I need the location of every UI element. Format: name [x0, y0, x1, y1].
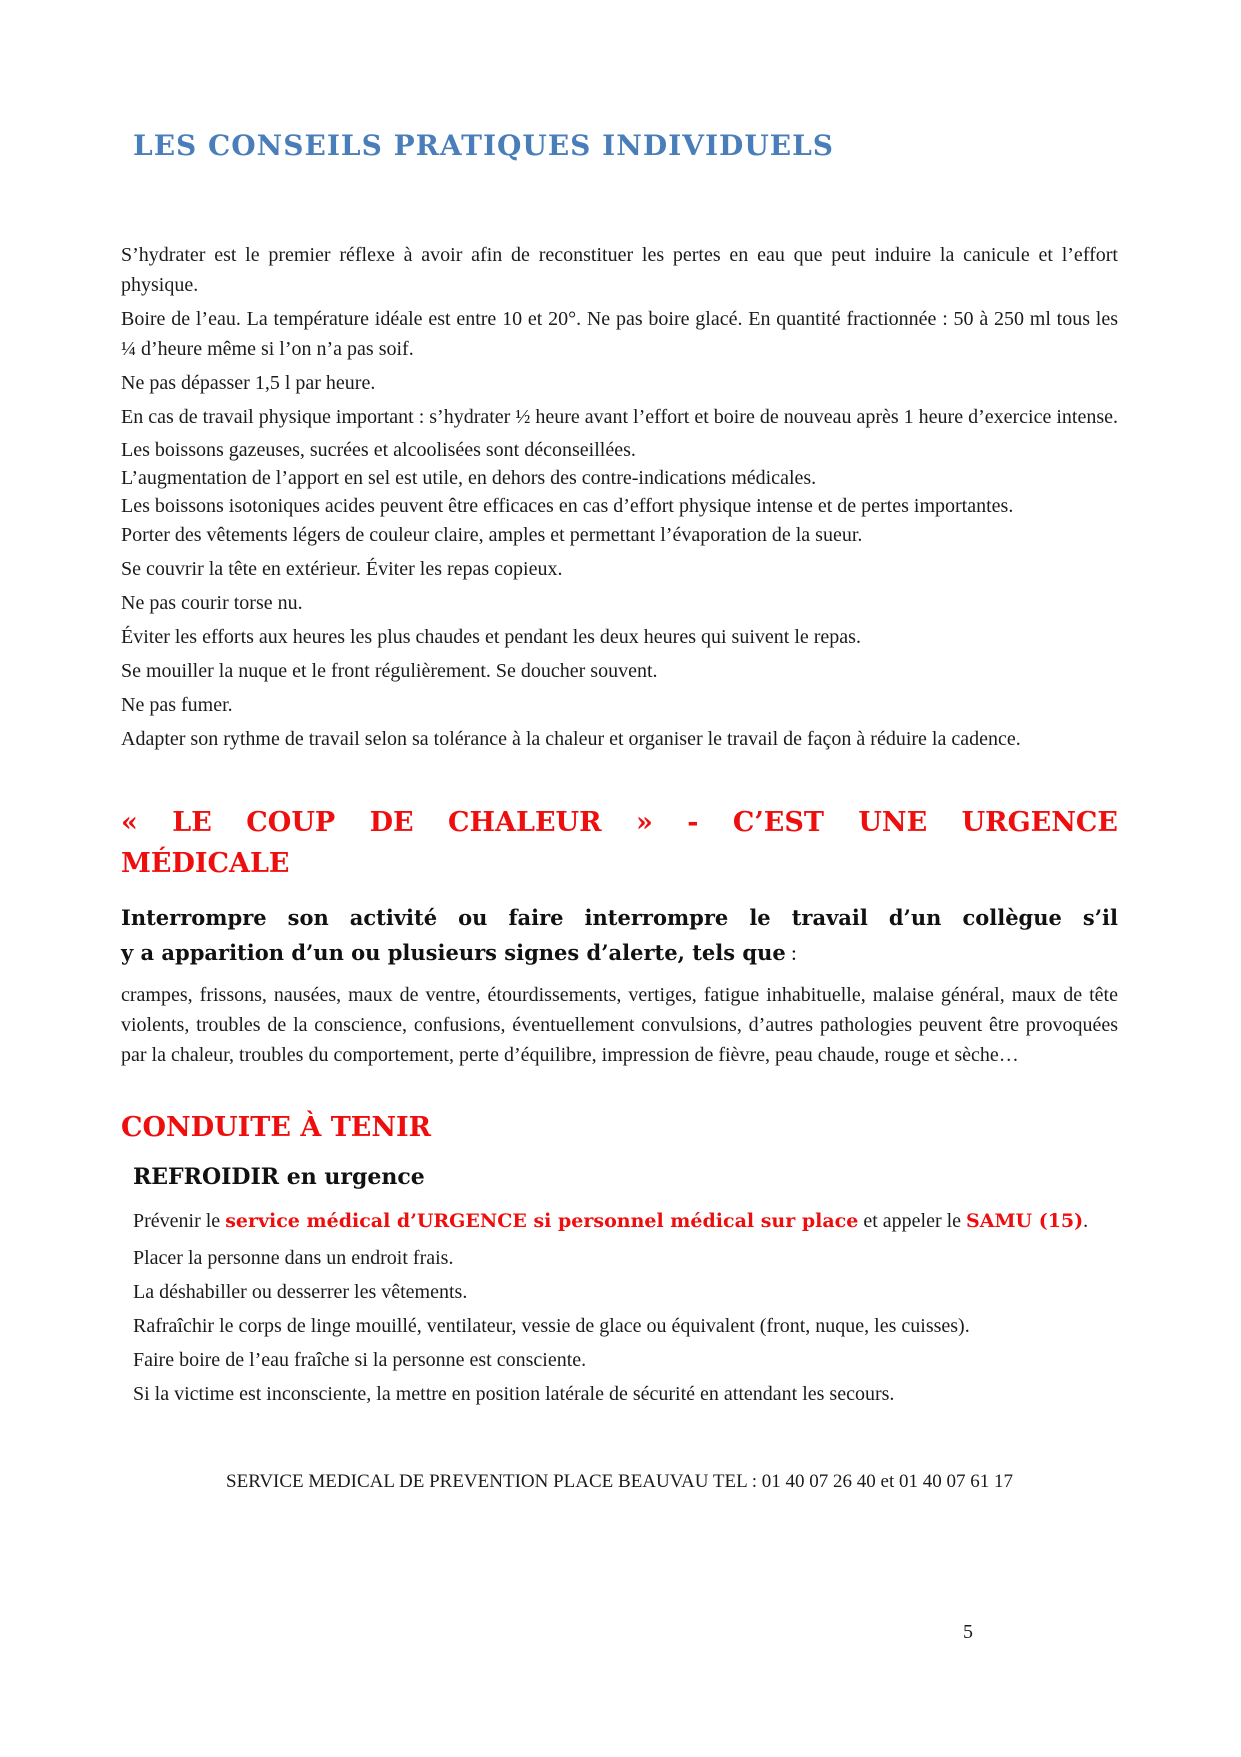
conseil-paragraph: En cas de travail physique important : s’hydrater ½ heure avant l’effort et boire de nouveau après 1 heure d’exercice intense.: [121, 406, 1119, 428]
symptoms-paragraph: crampes, frissons, nausées, maux de ventre, étourdissements, vertiges, fatigue inhabituelle, malaise général, maux de tête violents, troubles de la conscience, confusions, éventuellement convulsions, d’autres pathologies peuvent être provoquées par la chaleur, troubles du comportement, perte d’équilibre, impression de fièvre, peau chaude, rouge et sèche…: [121, 984, 1118, 1066]
conseil-paragraph: Éviter les efforts aux heures les plus chaudes et pendant les deux heures qui suivent le repas.: [121, 626, 861, 648]
alert-intro: [121, 900, 1118, 971]
conseil-paragraph: Ne pas courir torse nu.: [121, 592, 303, 614]
prevenir-line: [121, 1206, 1118, 1236]
conseil-paragraph: Les boissons gazeuses, sucrées et alcoolisées sont déconseillées.: [121, 439, 636, 461]
conseil-paragraph: Se mouiller la nuque et le front régulièrement. Se doucher souvent.: [121, 660, 658, 682]
conduite-step: Si la victime est inconsciente, la mettre en position latérale de sécurité en attendant les secours.: [133, 1383, 895, 1405]
conseil-paragraph: Porter des vêtements légers de couleur claire, amples et permettant l’évaporation de la sueur.: [121, 524, 863, 546]
prevenir-suffix: .: [1083, 1210, 1089, 1232]
conduite-step: Rafraîchir le corps de linge mouillé, ventilateur, vessie de glace ou équivalent (front, nuque, les cuisses).: [133, 1315, 970, 1337]
conseil-paragraph: Adapter son rythme de travail selon sa tolérance à la chaleur et organiser le travail de façon à réduire la cadence.: [121, 728, 1021, 750]
conduite-step: La déshabiller ou desserrer les vêtements.: [133, 1281, 468, 1303]
conduite-heading: CONDUITE À TENIR: [121, 1112, 432, 1143]
coup-de-chaleur-heading-line1: « LE COUP DE CHALEUR » - C’EST UNE URGENCE: [121, 807, 1118, 838]
conseil-paragraph: S’hydrater est le premier réflexe à avoir afin de reconstituer les pertes en eau que peut induire la canicule et l’effort physique.: [121, 244, 1118, 296]
conseil-paragraph: L’augmentation de l’apport en sel est utile, en dehors des contre-indications médicales.: [121, 467, 817, 489]
coup-de-chaleur-heading-line2: MÉDICALE: [121, 848, 290, 879]
conduite-step: Faire boire de l’eau fraîche si la personne est consciente.: [133, 1349, 587, 1371]
conseil-paragraph: Ne pas dépasser 1,5 l par heure.: [121, 372, 376, 394]
conseil-paragraph: Ne pas fumer.: [121, 694, 233, 716]
alert-intro-line1: Interrompre son activité ou faire interrompre le travail d’un collègue s’il: [121, 905, 1118, 930]
alert-intro-line2: y a apparition d’un ou plusieurs signes d’alerte, tels que :: [121, 940, 797, 965]
footer-contact: SERVICE MEDICAL DE PREVENTION PLACE BEAUVAU TEL : 01 40 07 26 40 et 01 40 07 61 17: [226, 1471, 1013, 1492]
conduite-step: Placer la personne dans un endroit frais.: [133, 1247, 454, 1269]
page-number: 5: [963, 1621, 973, 1643]
conseil-paragraph: Les boissons isotoniques acides peuvent être efficaces en cas d’effort physique intense et de pertes importantes.: [121, 495, 1014, 517]
conseil-paragraph: Se couvrir la tête en extérieur. Éviter les repas copieux.: [121, 558, 563, 580]
page-title: LES CONSEILS PRATIQUES INDIVIDUELS: [133, 129, 834, 162]
refroidir-subheading: REFROIDIR en urgence: [133, 1164, 425, 1190]
coup-de-chaleur-heading: [121, 802, 1118, 884]
samu-label: SAMU (15): [966, 1210, 1084, 1232]
conseils-section: [121, 240, 1118, 754]
prevenir-middle: et appeler le: [858, 1210, 967, 1232]
prevenir-prefix: Prévenir le: [133, 1210, 226, 1232]
emergency-service-label: service médical d’URGENCE si personnel médical sur place: [225, 1210, 859, 1232]
conseil-paragraph: Boire de l’eau. La température idéale est entre 10 et 20°. Ne pas boire glacé. En quantité fractionnée : 50 à 250 ml tous les ¼ d’heure même si l’on n’a pas soif.: [121, 308, 1118, 360]
conduite-steps: [121, 1243, 1118, 1409]
